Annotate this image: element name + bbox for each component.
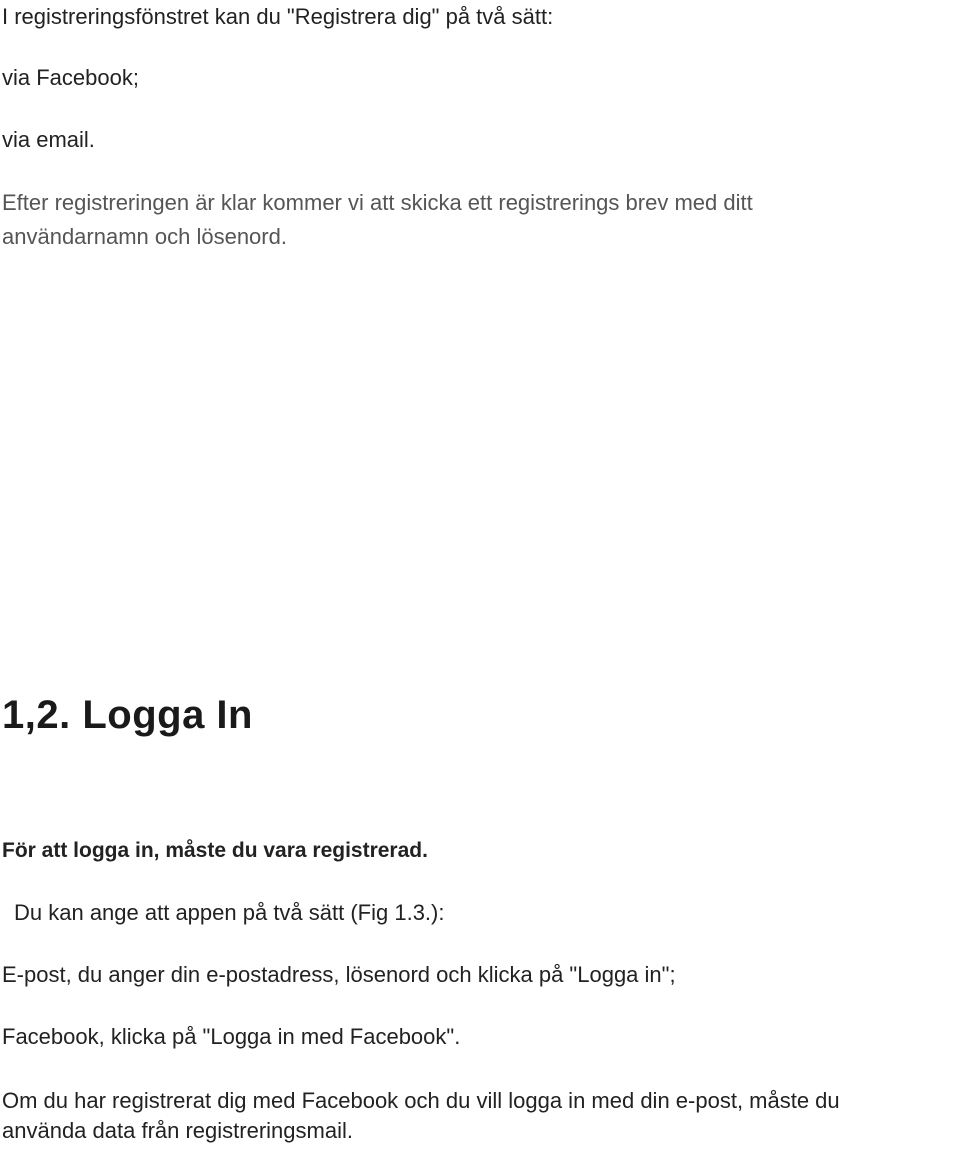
intro-line-via-facebook: via Facebook; [2, 65, 139, 90]
login-ways-text: Du kan ange att appen på två sätt (Fig 1.3.): [14, 900, 445, 925]
facebook-login-instruction: Facebook, klicka på "Logga in med Facebook". [2, 1024, 461, 1049]
section-heading-logga-in: 1,2. Logga In [2, 693, 253, 737]
intro-line-via-email: via email. [2, 127, 95, 152]
email-login-instruction: E-post, du anger din e-postadress, lösenord och klicka på "Logga in"; [2, 962, 676, 987]
facebook-email-note-line1: Om du har registrerat dig med Facebook och du vill logga in med din e-post, måste du [2, 1088, 840, 1113]
login-requirement-text: För att logga in, måste du vara registrerad. [2, 839, 428, 862]
intro-line-after-registration: Efter registreringen är klar kommer vi att skicka ett registrerings brev med ditt [2, 190, 753, 215]
intro-line-registration-ways: I registreringsfönstret kan du "Registrera dig" på två sätt: [2, 4, 554, 29]
facebook-email-note-line2: använda data från registreringsmail. [2, 1118, 353, 1143]
intro-line-username-password: användarnamn och lösenord. [2, 224, 287, 249]
